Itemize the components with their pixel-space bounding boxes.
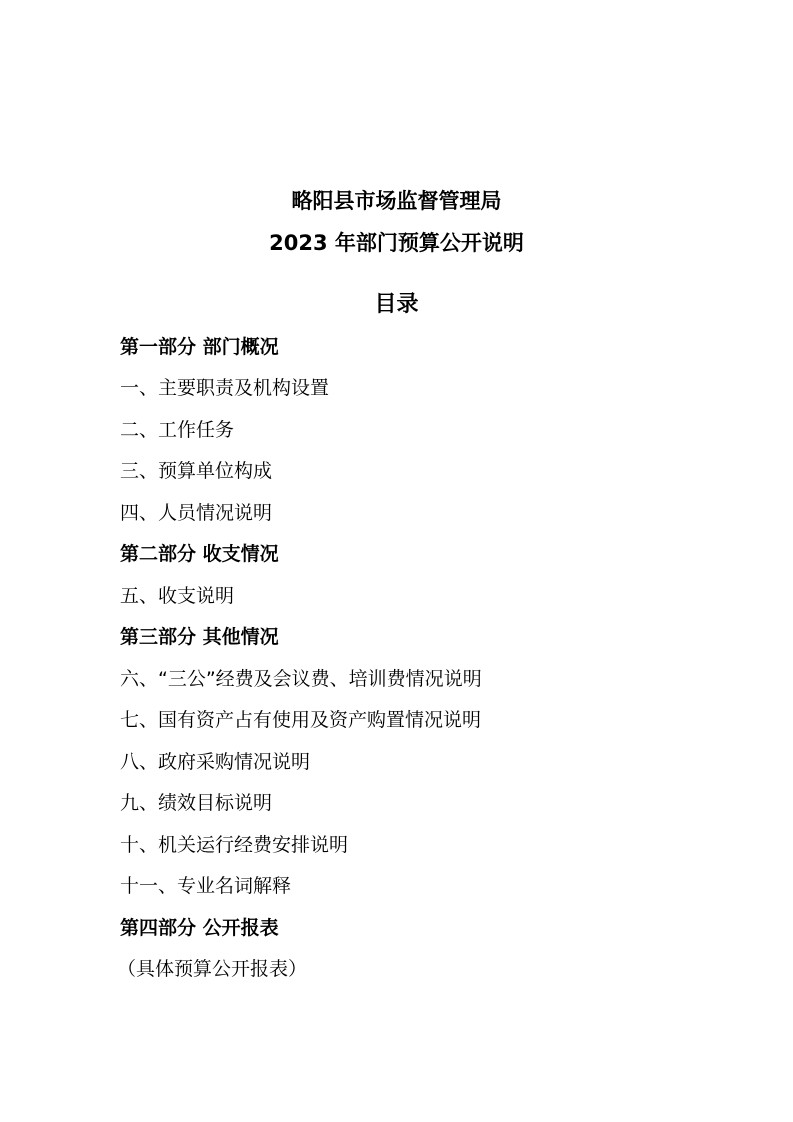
toc-part-3: 第三部分 其他情况 (120, 626, 279, 648)
toc-item-1: 一、主要职责及机构设置 (120, 377, 330, 399)
toc-part-2: 第二部分 收支情况 (120, 543, 279, 565)
toc-heading: 目录 (374, 292, 419, 317)
toc-item-11: 十一、专业名词解释 (120, 875, 292, 897)
toc-item-2: 二、工作任务 (120, 419, 235, 441)
document-title: 略阳县市场监督管理局 (291, 189, 502, 213)
toc-item-6: 六、“三公”经费及会议费、培训费情况说明 (120, 668, 482, 690)
toc-note: （具体预算公开报表） (117, 958, 308, 980)
toc-item-9: 九、绩效目标说明 (120, 792, 273, 814)
toc-item-8: 八、政府采购情况说明 (120, 751, 311, 773)
toc-item-4: 四、人员情况说明 (120, 502, 273, 524)
toc-item-7: 七、国有资产占有使用及资产购置情况说明 (120, 709, 482, 731)
toc-part-1: 第一部分 部门概况 (120, 336, 279, 358)
toc-part-4: 第四部分 公开报表 (120, 917, 279, 939)
toc-item-3: 三、预算单位构成 (120, 460, 273, 482)
toc-item-10: 十、机关运行经费安排说明 (120, 834, 349, 856)
document-subtitle: 2023 年部门预算公开说明 (269, 231, 524, 255)
toc-item-5: 五、收支说明 (120, 585, 235, 607)
